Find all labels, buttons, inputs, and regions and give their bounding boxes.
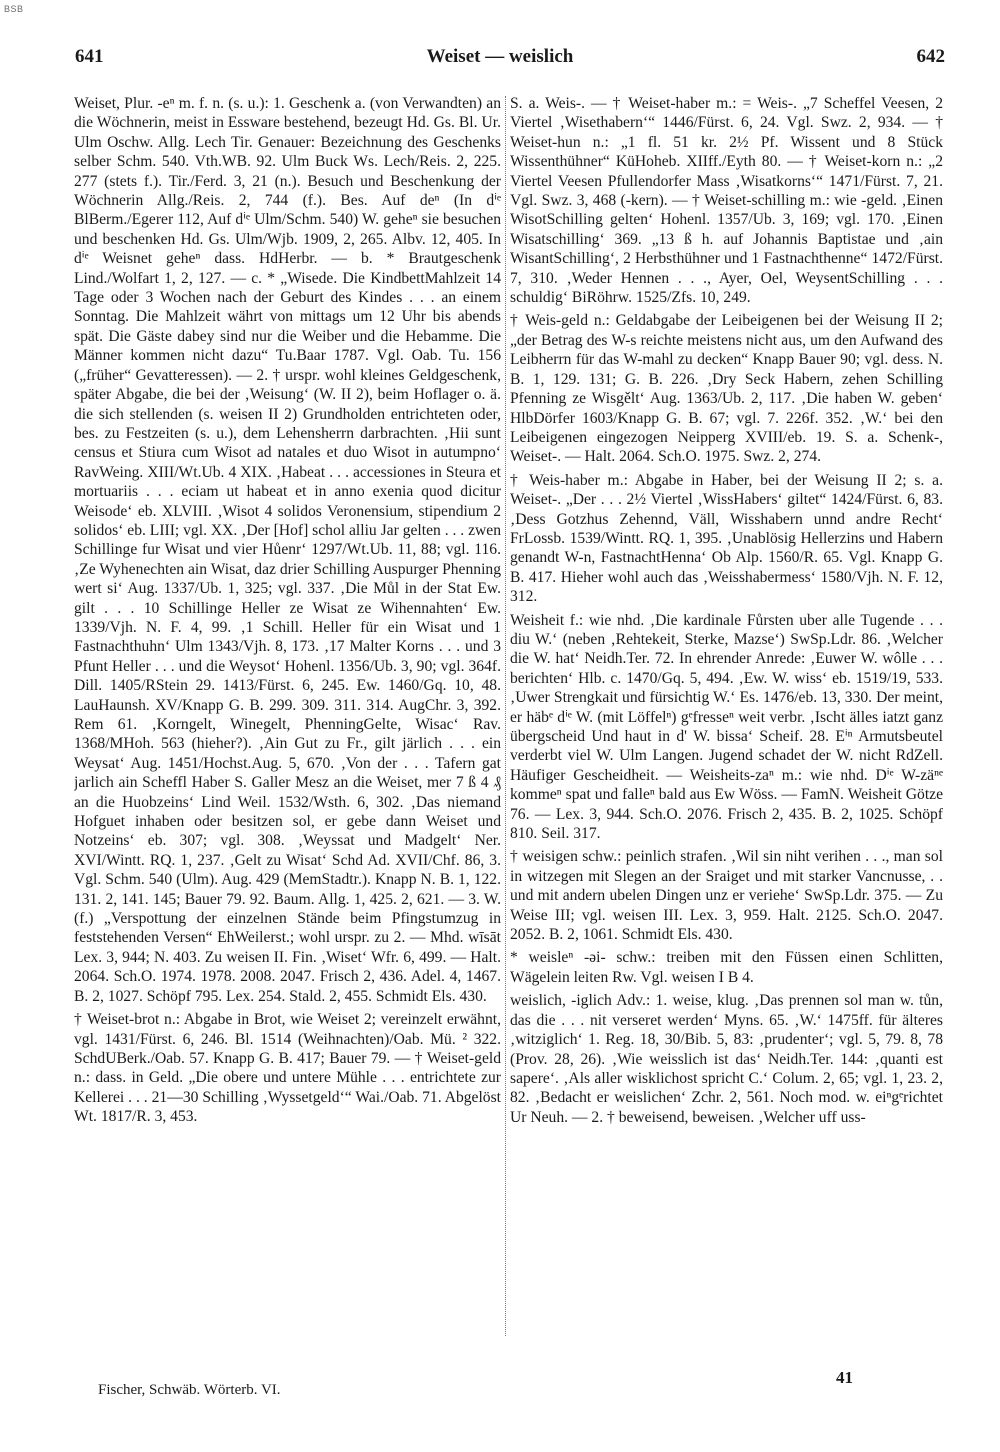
footer-sheet-number: 41 <box>836 1368 853 1387</box>
right-column <box>510 94 943 1344</box>
running-title: Weiset — weislich <box>426 46 574 67</box>
page-number-right: 642 <box>916 46 945 67</box>
library-watermark: BSB <box>4 4 24 14</box>
left-column <box>74 94 501 1344</box>
footer-source: Fischer, Schwäb. Wörterb. VI. <box>98 1382 281 1398</box>
page-header <box>0 46 1000 80</box>
entry-weisheit: Weisheit f.: wie nhd. ‚Die kardinale Fůrsten uber alle Tugende . . . diu W.‘ (neben ‚Rehtekeit, Sterke, Mazse‘) SwSp.Ldr. 86. ‚Welcher die W. hat‘ Neidh.Ter. 72. In ehrender Anrede: ‚Euwer W. wôlle . . . berichten‘ Hlb. c. 1470/Gq. 5, 494. ‚Ew. W. wiss‘ eb. 1519/19, 533. ‚Uwer Strengkait und fürsichtig W.‘ Es. 1476/eb. 13, 330. Der meint, er häbᵉ dⁱᵉ W. (mit Löffelⁿ) gᵉfresseⁿ weit verbr. ‚Ischt älles iatzt ganz übergscheid Und haut in d' W. bissa‘ Scheif. 28. Eⁱⁿ Armutsbeutel verderbt viel W. Ulm Langen. Jugend schadet der W. nicht RdZell. Häufiger Gescheidheit. — Weisheits-zaⁿ m.: wie nhd. Dⁱᵉ W-zäⁿᵉ kommeⁿ spat und falleⁿ bald aus Ew Wöss. — FamN. Weisheit Götze 76. — Lex. 3, 944. Sch.O. 2076. Frisch 2, 435. B. 2, 1025. Schöpf 810. Seil. 317. <box>510 611 943 843</box>
entry-weislich: weislich, -iglich Adv.: 1. weise, klug. ‚Das prennen sol man w. tůn, das die . . . nit verseret werden‘ Myns. 65. ‚W.‘ 1475ff. für älteres ‚witziglich‘ 1. Reg. 18, 30/Bib. 5, 83: ‚prudenter‘; vgl. 5, 79. 8, 78 (Prov. 28, 26). ‚Wie weisslich ist das‘ Neidh.Ter. 144: ‚quanti est sapere‘. ‚Als aller wisklichost spricht C.‘ Colum. 2, 65; vgl. 1, 23. 2, 82. ‚Bedacht er weislichen‘ Zchr. 2, 561. Noch mod. w. eiⁿgᵉrichtet Ur Neuh. — 2. † beweisend, beweisen. ‚Welcher uff uss- <box>510 992 943 1126</box>
column-divider <box>505 96 506 1336</box>
entry-weis-geld: † Weis-geld n.: Geldabgabe der Leibeigenen bei der Weisung II 2; „der Betrag des W-s reichte meistens nicht aus, um den Aufwand des Leibherrn für das W-mahl zu decken“ Knapp Bauer 90; vgl. dess. N. B. 1, 129. 131; G. B. 226. ‚Dry Seck Habern, zehen Schilling Pfenning ze Wisgělt‘ Aug. 1363/Ub. 2, 117. ‚Die haben W. geben‘ HlbDörfer 1603/Knapp G. B. 67; vgl. 7. 226f. 352. ‚W.‘ bei den Leibeigenen eingezogen Neipperg XVIII/eb. 19. S. a. Schenk-, Weiset-. — Halt. 2064. Sch.O. 1975. Swz. 2, 274. <box>510 312 943 466</box>
entry-weis-haber: † Weis-haber m.: Abgabe in Haber, bei der Weisung II 2; s. a. Weiset-. „Der . . . 2½ Viertel ‚WissHabers‘ giltet“ 1424/Fürst. 6, 83. ‚Dess Gotzhus Zehennd, Väll, Wisshabern unnd andre Recht‘ FrLossb. 1539/Wintt. RQ. 1, 395. ‚Unablösig Hellerzins und Habern genandt W-n, FastnachtHenna‘ Ob Alp. 1560/R. 65. Vgl. Knapp G. B. 417. Hieher wohl auch das ‚Weisshabermess‘ 1580/Vjh. N. F. 12, 312. <box>510 471 943 606</box>
entry-weislen: * weisleⁿ -əi- schw.: treiben mit den Füssen einen Schlitten, Wägelein leiten Rw. Vgl. weisen I B 4. <box>510 949 943 986</box>
entry-weiset: Weiset, Plur. -eⁿ m. f. n. (s. u.): 1. Geschenk a. (von Verwandten) an die Wöchnerin, meist in Essware bestehend, bezeugt Hd. Gs. Bl. Ur. Ulm Oschw. Allg. Lech Tir. Genauer: Bezeichnung des Geschenks selber Schm. 540. Vth.WB. 92. Ulm Buck Ws. Lech/Reis. 2, 225. 277 (stets f.). Tir./Ferd. 3, 21 (n.). Besuch und Beschenkung der Wöchnerin Allg./Reis. 2, 744 (f.). Bes. Auf deⁿ (In dⁱᵉ BlBerm./Egerer 112, Auf dⁱᵉ Ulm/Schm. 540) W. geheⁿ sie besuchen und beschenken Hd. Gs. Ulm/Wjb. 1909, 2, 265. Albv. 12, 405. In dⁱᵉ Weisnet geheⁿ dass. HdHerbr. — b. * Brautgeschenk Lind./Wolfart 1, 2, 127. — c. * „Wisede. Die KindbettMahlzeit 14 Tage oder 3 Wochen nach der Geburt des Kindes . . . an einem Sonntag. Die Mahlzeit währt von mittags um 12 Uhr bis abends spät. Die Gäste dabey sind nur die Weiber und die Hebamme. Die Männer kommen nicht dazu“ Tu.Baar 1787. Vgl. Oab. Tu. 156 („früher“ Gevatteressen). — 2. † urspr. wohl kleines Geldgeschenk, später Abgabe, die bei der ‚Weisung‘ (W. II 2), beim Hoflager o. ä. die sich stellenden (s. weisen II 2) Grundholden entrichteten oder, bes. zu Festzeiten (s. u.), dem Lehensherrn darbrachten. ‚Hii sunt census et Stiura cum Wisot ad natales et duo Wisot in autumpno‘ RavWeing. XIII/Wt.Ub. 4 XIX. ‚Habeat . . . accessiones in Steura et mortuariis . . . eciam ut habeat et in anno exenia quod dicitur Weisode‘ eb. XLVIII. ‚Wisot 4 solidos Veronensium, stipendium 2 solidos‘ eb. LIII; vgl. XX. ‚Der [Hof] schol alliu Jar gelten . . . zwen Schillinge fur Wisat und vier Hůenr‘ 1297/Wt.Ub. 11, 88; vgl. 116. ‚Ze Wyhenechten ain Wisat, daz drier Schilling Auspurger Phenning wert si‘ Aug. 1337/Ub. 1, 325; vgl. 337. ‚Die Můl in der Stat Ew. gilt . . . 10 Schillinge Heller ze Wisat ze Wihennahten‘ Ew. 1339/Vjh. N. F. 4, 99. ‚1 Schill. Heller für ein Wisat und 1 Fastnachthuhn‘ Ulm 1343/Vjh. 8, 173. ‚17 Malter Korns . . . und 3 Pfunt Heller . . . und die Weysot‘ Hohenl. 1356/Ub. 3, 90; vgl. 364f. Dill. 1405/RStein 29. 1413/Fürst. 6, 245. Ew. 1460/Gq. 10, 48. LauHaunsh. XV/Knapp G. B. 299. 309. 311. 314. AugChr. 3, 392. Rem 61. ‚Korngelt, Winegelt, PhenningGelte, Wisac‘ Rav. 1368/MHoh. 563 (hieher?). ‚Ain Gut zu Fr., gilt järlich . . . ein Weysat‘ Aug. 1451/Hochst.Aug. 5, 670. ‚Von der . . . Tafern gat jarlich ain Scheffl Haber S. Galler Mesz an die Weiset, mer 7 ß 4 ₰ an die Huobzeins‘ Lind Weil. 1532/Wsth. 6, 302. ‚Das niemand Hofguet inhaben oder besitzen sol, er gebe dann Weiset und Notzeins‘ eb. 307; vgl. 308. ‚Weyssat und Madgelt‘ Ner. XVI/Wintt. RQ. 1, 237. ‚Gelt zu Wisat‘ Schd Ad. XVII/Chf. 86, 3. Vgl. Schm. 540 (Ulm). Aug. 429 (MemStadtr.). Knapp N. B. 1, 122. 131. 2, 141. 145; Bauer 79. 92. Baum. Allg. 1, 425. 2, 621. — 3. W. (f.) „Verspottung der einzelnen Stände beim Pfingstumzug in feststehenden Versen“ EhWeilerst.; wohl urspr. zu 2. — Mhd. wīsāt Lex. 3, 944; N. 403. Zu weisen II. Fin. ‚Wiset‘ Wfr. 6, 499. — Halt. 2064. Sch.O. 1974. 1978. 2008. 2047. Frisch 2, 436. Adel. 4, 1467. B. 2, 1027. Schöpf 795. Lex. 254. Stald. 2, 455. Schmidt Els. 430. <box>74 95 501 1005</box>
entry-weiset-compounds: S. a. Weis-. — † Weiset-haber m.: = Weis-. „7 Scheffel Veesen, 2 Viertel ‚Wisethabern‘“ 1446/Fürst. 6, 24. Vgl. Swz. 2, 934. — † Weiset-hun n.: „1 fl. 51 kr. 2½ Pf. Wissent und 8 Stück Wissenthühner“ KüHoheb. XIIff./Eyth 80. — † Weiset-korn n.: „2 Viertel Veesen Pfullendorfer Mass ‚Wisatkorns‘“ 1471/Fürst. 7, 21. Vgl. Swz. 3, 468 (-kern). — † Weiset-schilling m.: wie -geld. ‚Einen WisotSchilling gelten‘ Hohenl. 1357/Ub. 3, 169; vgl. 170. ‚Einen Wisatschilling‘ 369. „13 ß h. auf Johannis Baptistae und ‚ain WisantSchilling‘, 2 Herbsthühner und 1 Fastnachthenne“ 1472/Fürst. 7, 310. ‚Weder Hennen . . ., Ayer, Oel, WeysentSchilling . . . schuldig‘ BiRöhrw. 1525/Zfs. 10, 249. <box>510 95 943 307</box>
entry-weisigen: † weisigen schw.: peinlich strafen. ‚Wil sin niht verihen . . ., man sol in witzegen mit Slegen an der Sraiget und mit starker Vancnusse, . . und mit andern ubelen Dingen unz er veriehe‘ SwSp.Ldr. 375. — Zu Weise III; vgl. weisen III. Lex. 3, 959. Halt. 2125. Sch.O. 2047. 2052. B. 2, 1061. Schmidt Els. 430. <box>510 848 943 944</box>
page-number-left: 641 <box>75 46 104 67</box>
entry-weiset-brot: † Weiset-brot n.: Abgabe in Brot, wie Weiset 2; vereinzelt erwähnt, vgl. 1431/Fürst. 6, 246. Bl. 1514 (Weihnachten)/Oab. Mü. ² 322. SchdUBerk./Oab. 57. Knapp G. B. 417; Bauer 79. — † Weiset-geld n.: dass. in Geld. „Die obere und untere Mühle . . . entrichtete zur Kellerei . . . 21—30 Schilling ‚Wyssetgeld‘“ Wai./Oab. 71. Abgelöst Wt. 1817/R. 3, 453. <box>74 1011 501 1126</box>
